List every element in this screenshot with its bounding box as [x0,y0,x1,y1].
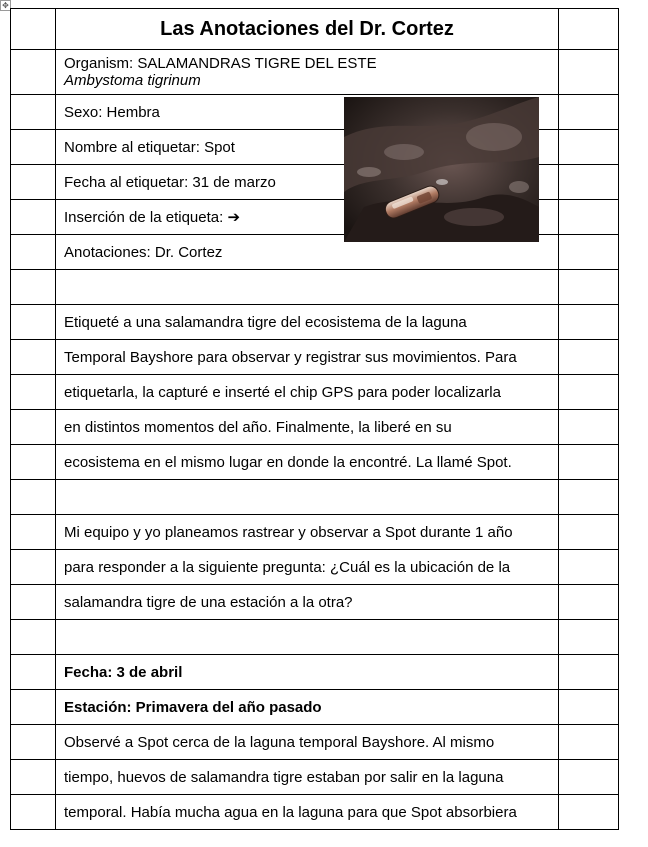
table-row [11,620,619,655]
table-row [11,50,619,95]
tag-date-field: Fecha al etiquetar: 31 de marzo [56,165,559,200]
organism-label: Organism: SALAMANDRAS TIGRE DEL ESTE [64,55,377,72]
photo-image [344,97,539,242]
tag-insertion-field: Inserción de la etiqueta: ➔ [56,200,559,235]
table-row [11,445,619,480]
annotations-by-field: Anotaciones: Dr. Cortez [56,235,559,270]
table-move-handle-icon[interactable]: ✥ [0,0,11,11]
sex-field: Sexo: Hembra [56,95,559,130]
paragraph-line: temporal. Había mucha agua en la laguna para que Spot absorbiera [56,795,559,830]
table-row [11,795,619,830]
paragraph-line: etiquetarla, la capturé e inserté el chip GPS para poder localizarla [56,375,559,410]
paragraph-line: Etiqueté a una salamandra tigre del ecosistema de la laguna [56,305,559,340]
paragraph-line: en distintos momentos del año. Finalmente, la liberé en su [56,410,559,445]
tag-name-field: Nombre al etiquetar: Spot [56,130,559,165]
table-row [11,515,619,550]
paragraph-line: Temporal Bayshore para observar y registrar sus movimientos. Para [56,340,559,375]
entry-date: Fecha: 3 de abril [56,655,559,690]
table-row [11,585,619,620]
table-row [11,340,619,375]
paragraph-line: para responder a la siguiente pregunta: ¿Cuál es la ubicación de la [56,550,559,585]
table-row [11,550,619,585]
table-row [11,480,619,515]
table-row [11,410,619,445]
table-row [11,375,619,410]
table-row [11,9,619,50]
table-row [11,270,619,305]
table-row [11,655,619,690]
paragraph-line: ecosistema en el mismo lugar en donde la encontré. La llamé Spot. [56,445,559,480]
paragraph-line: Mi equipo y yo planeamos rastrear y observar a Spot durante 1 año [56,515,559,550]
table-row [11,760,619,795]
scientific-name: Ambystoma tigrinum [64,72,201,89]
table-row [11,690,619,725]
entry-season: Estación: Primavera del año pasado [56,690,559,725]
table-row [11,725,619,760]
paragraph-line: Observé a Spot cerca de la laguna temporal Bayshore. Al mismo [56,725,559,760]
paragraph-line: tiempo, huevos de salamandra tigre estaban por salir en la laguna [56,760,559,795]
table-row [11,305,619,340]
paragraph-line: salamandra tigre de una estación a la otra? [56,585,559,620]
page-title: Las Anotaciones del Dr. Cortez [56,9,559,50]
salamander-gps-chip-photo [344,97,539,242]
